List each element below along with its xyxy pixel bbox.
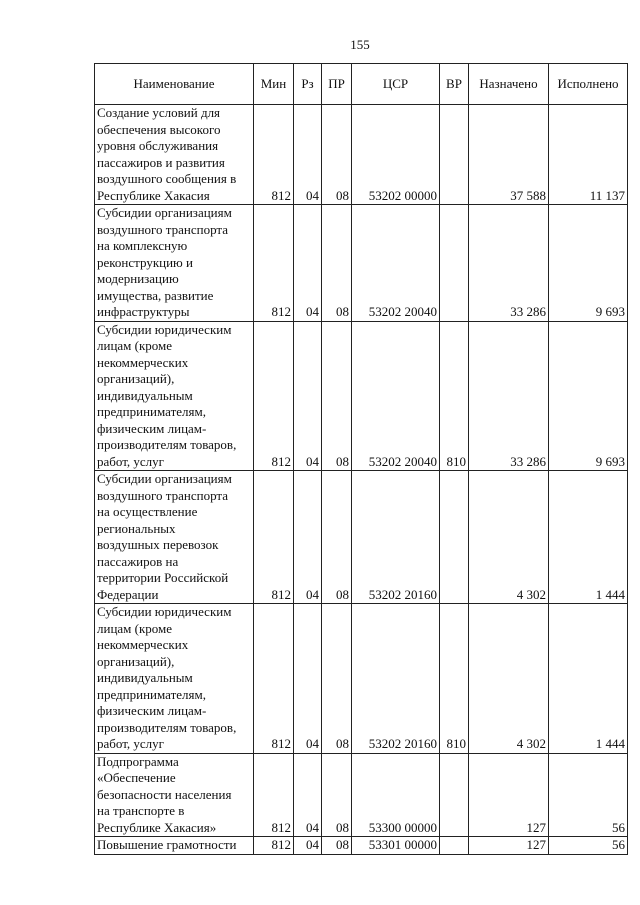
cell-rz: 04 bbox=[294, 321, 322, 471]
cell-assigned: 127 bbox=[469, 837, 549, 855]
header-assigned: Назначено bbox=[469, 64, 549, 105]
cell-executed: 1 444 bbox=[549, 471, 628, 604]
budget-table bbox=[94, 63, 628, 855]
cell-pr: 08 bbox=[322, 321, 352, 471]
cell-name: Создание условий для обеспечения высокого уровня обслуживания пассажиров и развития воздушного сообщения в Республике Хакасия bbox=[95, 105, 254, 205]
cell-pr: 08 bbox=[322, 604, 352, 754]
header-csr: ЦСР bbox=[352, 64, 440, 105]
cell-rz: 04 bbox=[294, 105, 322, 205]
table-row bbox=[95, 321, 628, 471]
header-vr: ВР bbox=[440, 64, 469, 105]
cell-rz: 04 bbox=[294, 205, 322, 322]
cell-csr: 53202 20160 bbox=[352, 604, 440, 754]
cell-pr: 08 bbox=[322, 105, 352, 205]
cell-rz: 04 bbox=[294, 753, 322, 837]
cell-assigned: 4 302 bbox=[469, 471, 549, 604]
cell-csr: 53202 20160 bbox=[352, 471, 440, 604]
cell-min: 812 bbox=[254, 837, 294, 855]
header-pr: ПР bbox=[322, 64, 352, 105]
cell-min: 812 bbox=[254, 321, 294, 471]
cell-executed: 9 693 bbox=[549, 205, 628, 322]
cell-assigned: 37 588 bbox=[469, 105, 549, 205]
table-row bbox=[95, 471, 628, 604]
cell-min: 812 bbox=[254, 205, 294, 322]
cell-pr: 08 bbox=[322, 837, 352, 855]
cell-executed: 9 693 bbox=[549, 321, 628, 471]
cell-csr: 53202 20040 bbox=[352, 205, 440, 322]
cell-min: 812 bbox=[254, 753, 294, 837]
table-row bbox=[95, 837, 628, 855]
header-rz: Рз bbox=[294, 64, 322, 105]
cell-executed: 1 444 bbox=[549, 604, 628, 754]
cell-name: Субсидии организациям воздушного транспорта на комплексную реконструкцию и модернизацию имущества, развитие инфраструктуры bbox=[95, 205, 254, 322]
cell-vr bbox=[440, 105, 469, 205]
table-row bbox=[95, 604, 628, 754]
cell-assigned: 33 286 bbox=[469, 321, 549, 471]
cell-vr bbox=[440, 753, 469, 837]
cell-assigned: 127 bbox=[469, 753, 549, 837]
header-executed: Исполнено bbox=[549, 64, 628, 105]
cell-name: Подпрограмма «Обеспечение безопасности населения на транспорте в Республике Хакасия» bbox=[95, 753, 254, 837]
cell-vr bbox=[440, 471, 469, 604]
cell-name: Повышение грамотности bbox=[95, 837, 254, 855]
cell-min: 812 bbox=[254, 604, 294, 754]
cell-csr: 53202 00000 bbox=[352, 105, 440, 205]
cell-name: Субсидии юридическим лицам (кроме некоммерческих организаций), индивидуальным предпринимателям, физическим лицам- производителям товаров, работ, услуг bbox=[95, 321, 254, 471]
cell-vr: 810 bbox=[440, 604, 469, 754]
table-row bbox=[95, 105, 628, 205]
cell-assigned: 4 302 bbox=[469, 604, 549, 754]
cell-csr: 53202 20040 bbox=[352, 321, 440, 471]
cell-vr bbox=[440, 205, 469, 322]
page-number: 155 bbox=[350, 37, 370, 52]
cell-pr: 08 bbox=[322, 753, 352, 837]
cell-pr: 08 bbox=[322, 471, 352, 604]
cell-vr bbox=[440, 837, 469, 855]
cell-name: Субсидии юридическим лицам (кроме некоммерческих организаций), индивидуальным предпринимателям, физическим лицам- производителям товаров, работ, услуг bbox=[95, 604, 254, 754]
table-row bbox=[95, 205, 628, 322]
table-header-row bbox=[95, 64, 628, 105]
cell-executed: 11 137 bbox=[549, 105, 628, 205]
cell-rz: 04 bbox=[294, 471, 322, 604]
cell-executed: 56 bbox=[549, 837, 628, 855]
table-row bbox=[95, 753, 628, 837]
header-min: Мин bbox=[254, 64, 294, 105]
cell-min: 812 bbox=[254, 471, 294, 604]
cell-csr: 53301 00000 bbox=[352, 837, 440, 855]
cell-rz: 04 bbox=[294, 837, 322, 855]
cell-assigned: 33 286 bbox=[469, 205, 549, 322]
cell-pr: 08 bbox=[322, 205, 352, 322]
header-name: Наименование bbox=[95, 64, 254, 105]
cell-min: 812 bbox=[254, 105, 294, 205]
cell-rz: 04 bbox=[294, 604, 322, 754]
cell-executed: 56 bbox=[549, 753, 628, 837]
cell-csr: 53300 00000 bbox=[352, 753, 440, 837]
cell-vr: 810 bbox=[440, 321, 469, 471]
cell-name: Субсидии организациям воздушного транспорта на осуществление региональных воздушных перевозок пассажиров на территории Российской Федерации bbox=[95, 471, 254, 604]
